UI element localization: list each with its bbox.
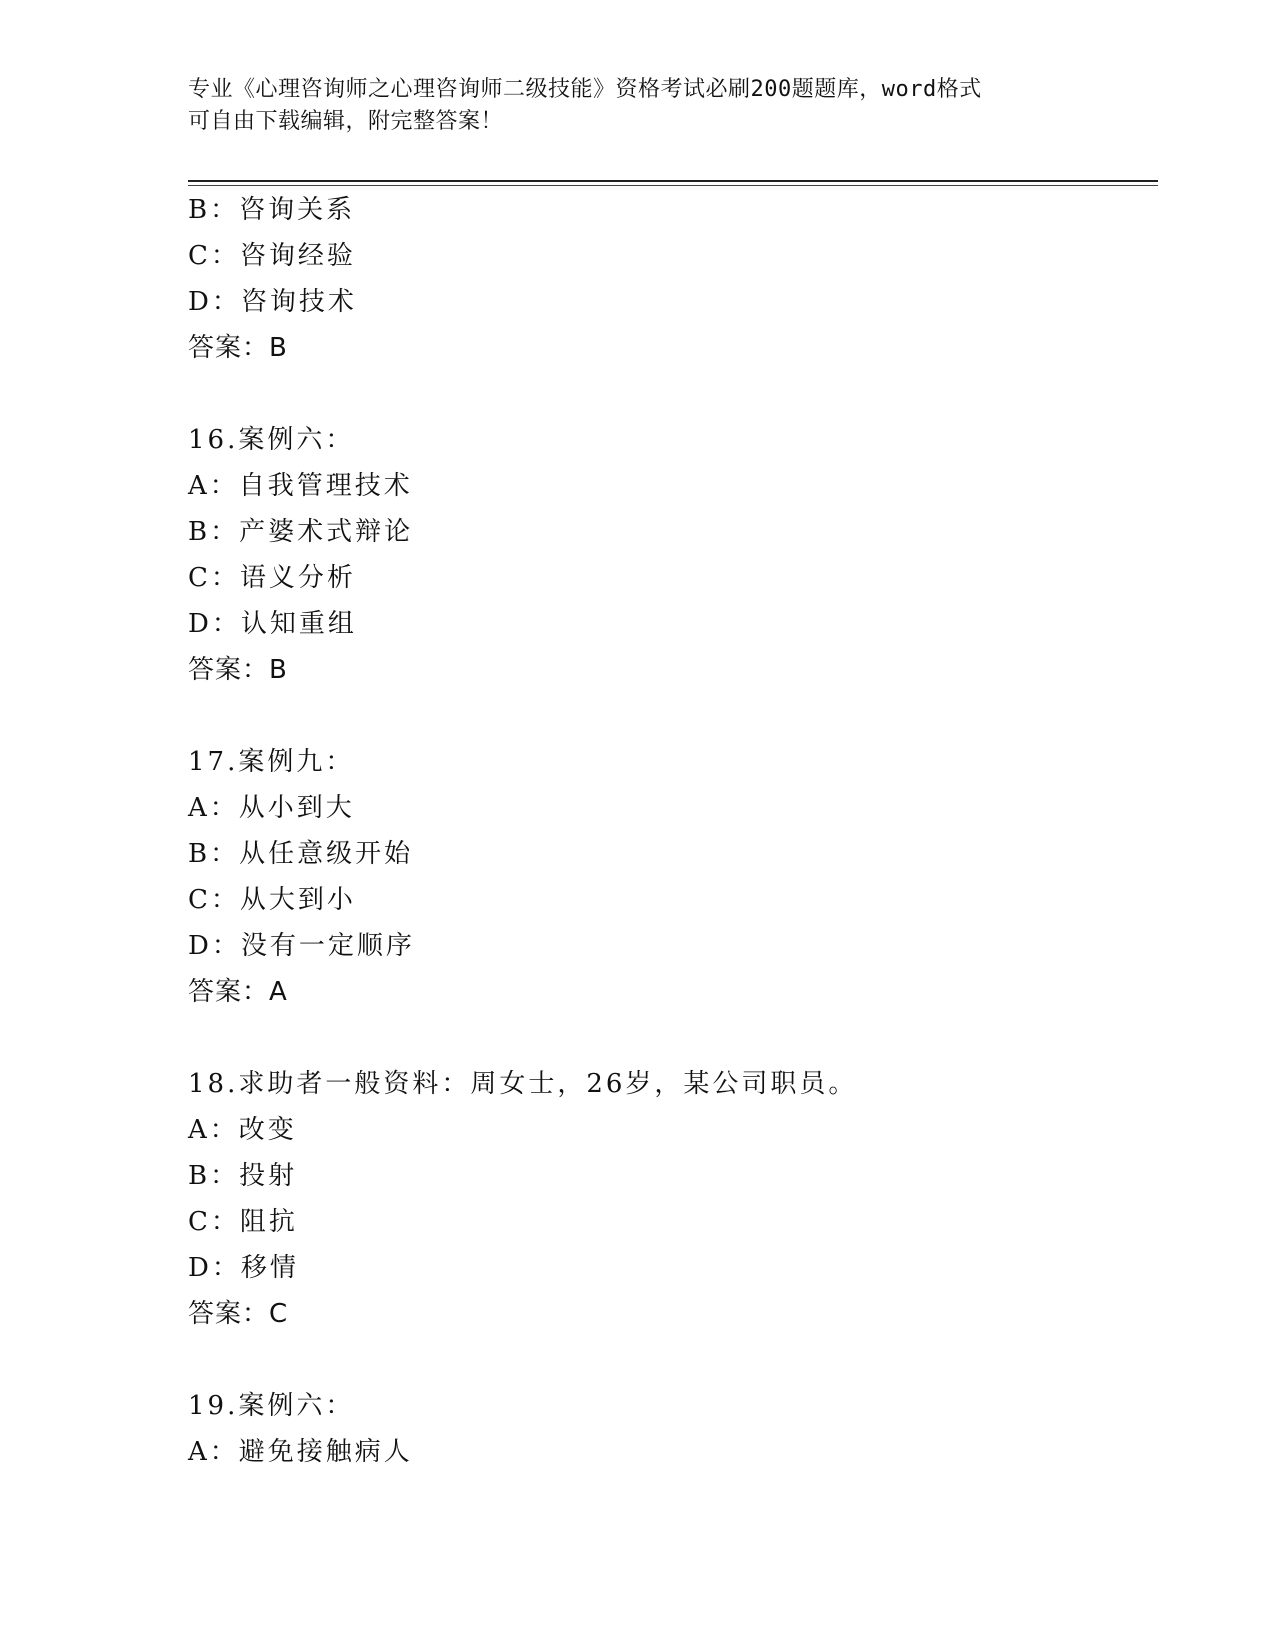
option-d: D：咨询技术 — [188, 287, 357, 317]
option-a: A：自我管理技术 — [188, 471, 413, 501]
option-b: B：从任意级开始 — [188, 839, 414, 869]
question-text: 19.案例六： — [188, 1391, 355, 1421]
question-list — [188, 187, 1168, 1475]
answer-line: 答案：C — [188, 1299, 289, 1329]
option-d: D：没有一定顺序 — [188, 931, 415, 961]
answer-line: 答案：B — [188, 655, 288, 685]
question-block-17 — [188, 739, 1168, 1015]
question-text: 16.案例六： — [188, 425, 355, 455]
header-divider-thin — [188, 185, 1158, 186]
option-a: A：从小到大 — [188, 793, 355, 823]
question-block-15 — [188, 187, 1168, 371]
option-d: D：移情 — [188, 1253, 299, 1283]
option-b: B：产婆术式辩论 — [188, 517, 414, 547]
question-text: 17.案例九： — [188, 747, 355, 777]
option-c: C：阻抗 — [188, 1207, 298, 1237]
header-divider-thick — [188, 180, 1158, 182]
option-c: C：语义分析 — [188, 563, 356, 593]
option-b: B：投射 — [188, 1161, 298, 1191]
header-line-1: 专业《心理咨询师之心理咨询师二级技能》资格考试必刷200题题库，word格式 — [188, 77, 982, 102]
document-header — [188, 74, 1088, 138]
answer-line: 答案：A — [188, 977, 288, 1007]
answer-line: 答案：B — [188, 333, 288, 363]
option-a: A：避免接触病人 — [188, 1437, 413, 1467]
option-a: A：改变 — [188, 1115, 297, 1145]
question-block-18 — [188, 1061, 1168, 1337]
question-block-19 — [188, 1383, 1168, 1475]
option-c: C：咨询经验 — [188, 241, 356, 271]
option-b: B：咨询关系 — [188, 195, 356, 225]
question-text: 18.求助者一般资料：周女士，26岁，某公司职员。 — [188, 1069, 858, 1099]
option-d: D：认知重组 — [188, 609, 357, 639]
question-block-16 — [188, 417, 1168, 693]
option-c: C：从大到小 — [188, 885, 356, 915]
header-line-2: 可自由下载编辑，附完整答案！ — [188, 109, 504, 134]
